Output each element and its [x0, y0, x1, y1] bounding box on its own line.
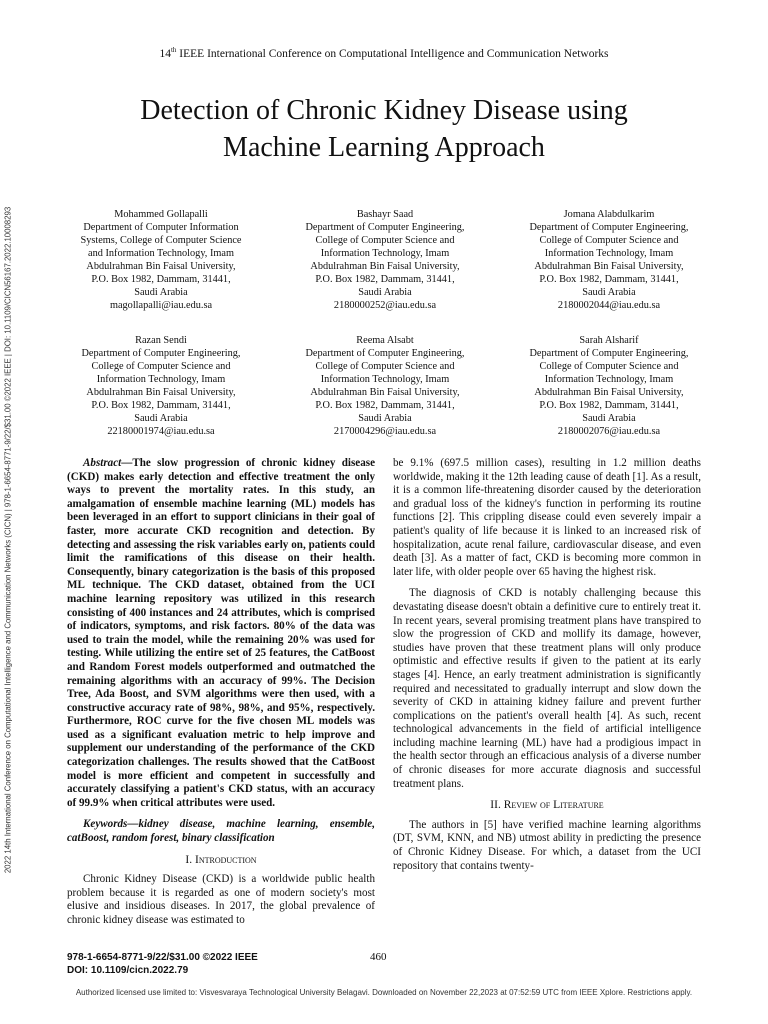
author-affiliation-line: Saudi Arabia: [582, 413, 636, 424]
author-name: Reema Alsabt: [356, 335, 414, 346]
author-email: 2170004296@iau.edu.sa: [333, 426, 437, 437]
right-column: [393, 457, 701, 881]
author-affiliation-line: Saudi Arabia: [358, 413, 412, 424]
author-affiliation: [66, 334, 256, 438]
author-affiliation-line: Saudi Arabia: [582, 287, 636, 298]
author-affiliation-line: Department of Computer Engineering,: [81, 348, 241, 359]
side-doi-strip: [1, 135, 15, 945]
author-affiliation: [290, 208, 480, 312]
conference-header: 14th IEEE International Conference on Computational Intelligence and Communication Networks: [159, 46, 609, 60]
author-affiliation-line: Abdulrahman Bin Faisal University,: [534, 387, 684, 398]
author-affiliation-line: Information Technology, Imam: [320, 374, 450, 385]
author-affiliation-line: P.O. Box 1982, Dammam, 31441,: [539, 274, 679, 285]
author-affiliation-line: P.O. Box 1982, Dammam, 31441,: [91, 400, 231, 411]
author-email: 2180000252@iau.edu.sa: [333, 300, 437, 311]
section-heading-introduction: I. Introduction: [185, 853, 257, 866]
author-affiliation-line: Department of Computer Engineering,: [529, 348, 689, 359]
body-paragraph: The diagnosis of CKD is notably challenging because this devastating disease doesn't obtain a definitive cure to entirely treat it. In recent years, several promising treatment plans have transpired to slow the progression of CKD and mollify its damage, however, studies have proven that these treatment plans will only produce optimistic and effective results if given to the patient at its early stages [4]. Hence, an early treatment administration is significantly required and necessitated to gradually interrupt and slow down the severity of CKD in attaining kidney failure and prevent further complications on the patient's overall health [4]. As such, recent technological advancements in the field of artificial intelligence including machine learning (ML) have had a prodigious impact in the health sector through an efficacious analysis of a diverse number of chronic diseases for more accurate diagnosis and successful treatment plans.: [393, 587, 701, 790]
author-name: Sarah Alsharif: [579, 335, 639, 346]
body-paragraph: be 9.1% (697.5 million cases), resulting in 1.2 million deaths worldwide, making it the 12th leading cause of death [1]. As a result, it is a common life-threatening disorder caused by the deterioration and gradual loss of the kidney's function in performing its routine functions [2]. This crippling disease could even severely impair a patient's quality of life because it is linked to an increased risk of hospitalization, acute renal failure, cardiovascular disease, and even death [3]. As a matter of fact, CKD is becoming more common in later life, with older people over 65 having the highest risk.: [393, 457, 701, 578]
author-affiliation-line: Abdulrahman Bin Faisal University,: [310, 387, 460, 398]
section-heading-literature: II. Review of Literature: [490, 799, 604, 812]
author-affiliation-line: Information Technology, Imam: [96, 374, 226, 385]
author-affiliation-line: Information Technology, Imam: [320, 248, 450, 259]
body-paragraph: The authors in [5] have verified machine learning algorithms (DT, SVM, KNN, and NB) utmost ability in predicting the presence of Chronic Kidney Disease. For which, a dataset from the UCI repository that contains twenty-: [393, 818, 701, 872]
author-affiliation: [514, 334, 704, 438]
authorized-notice: Authorized licensed use limited to: Visvesvaraya Technological University Belagavi. Downloaded on November 22,2023 at 07:52:59 UTC from IEEE Xplore. Restrictions apply.: [75, 988, 693, 997]
left-column: [67, 457, 375, 936]
author-affiliation-line: Saudi Arabia: [134, 413, 188, 424]
author-name: Bashayr Saad: [356, 209, 414, 220]
side-doi-text: 2022 14th International Conference on Computational Intelligence and Communication Networks (CICN) | 978-1-6654-8771-9/22/$31.00 ©2022 IEEE | DOI: 10.1109/CICN56167.2022.10008293: [3, 206, 13, 874]
author-name: Razan Sendi: [135, 335, 187, 346]
author-affiliation-line: College of Computer Science and: [315, 361, 455, 372]
abstract: Abstract—The slow progression of chronic kidney disease (CKD) makes early detection and effective treatment the only ways to prevent the mortality rates. In this study, an amalgamation of ensemble machine learning (ML) models has been leveraged in an effort to support clinicians in their goal of faster, more accurate CKD recognition and detection. By detecting and assessing the risk variables early on, patients could limit the ramifications of this disease on their health. Consequently, binary categorization is the basis of this proposed ML technique. The CKD dataset, obtained from the UCI machine learning repository was utilized in this research consisting of 400 instances and 24 attributes, which is comprised of indicators, symptoms, and risk factors. 80% of the data was used to train the model, while the remaining 20% was used for testing. While utilizing the entire set of 25 features, the CatBoost and Random Forest models outperformed and outmatched the remaining algorithms with an accuracy of 99%. The Decision Tree, Ada Boost, and SVM algorithms were then used, with a constructive accuracy rate of 98%, 98%, and 95%, respectively. Furthermore, ROC curve for the five chosen ML models was used as a significant evaluation metric to help improve and supplement our understanding of the performance of the CKD categorization challenges. The results showed that the CatBoost model is more efficient and competent in successfully and accurately classifying a patient's CKD status, with an accuracy of 99.9% when critical attributes were used.: [67, 457, 375, 809]
author-affiliation-line: Information Technology, Imam: [544, 374, 674, 385]
author-name: Mohammed Gollapalli: [114, 209, 208, 220]
author-affiliation-line: Systems, College of Computer Science: [80, 235, 242, 246]
author-affiliation-line: P.O. Box 1982, Dammam, 31441,: [91, 274, 231, 285]
author-affiliation-line: College of Computer Science and: [539, 235, 679, 246]
author-email: 2180002076@iau.edu.sa: [557, 426, 661, 437]
author-affiliation-line: College of Computer Science and: [315, 235, 455, 246]
author-affiliation-line: Department of Computer Engineering,: [305, 222, 465, 233]
author-affiliation: [66, 208, 256, 312]
author-affiliation-line: P.O. Box 1982, Dammam, 31441,: [539, 400, 679, 411]
author-affiliation-line: Department of Computer Engineering,: [305, 348, 465, 359]
paper-title: Detection of Chronic Kidney Disease using Machine Learning Approach: [140, 95, 628, 163]
author-affiliation-line: Saudi Arabia: [358, 287, 412, 298]
author-affiliation: [290, 334, 480, 438]
author-affiliation-line: P.O. Box 1982, Dammam, 31441,: [315, 274, 455, 285]
author-affiliation-line: Department of Computer Engineering,: [529, 222, 689, 233]
author-affiliation-line: Abdulrahman Bin Faisal University,: [86, 261, 236, 272]
author-affiliation-line: P.O. Box 1982, Dammam, 31441,: [315, 400, 455, 411]
keywords: Keywords—kidney disease, machine learning, ensemble, catBoost, random forest, binary classification: [67, 818, 375, 845]
footer-isbn: 978-1-6654-8771-9/22/$31.00 ©2022 IEEE DOI: 10.1109/cicn.2022.79: [67, 952, 258, 976]
author-affiliation: [514, 208, 704, 312]
author-email: 2180002044@iau.edu.sa: [557, 300, 661, 311]
page-number: 460: [370, 951, 387, 963]
author-affiliation-line: Saudi Arabia: [134, 287, 188, 298]
author-affiliation-line: Abdulrahman Bin Faisal University,: [534, 261, 684, 272]
author-name: Jomana Alabdulkarim: [563, 209, 655, 220]
author-affiliation-line: Abdulrahman Bin Faisal University,: [86, 387, 236, 398]
footer-doi: DOI: 10.1109/cicn.2022.79: [67, 965, 189, 976]
author-affiliation-line: College of Computer Science and: [91, 361, 231, 372]
author-affiliation-line: College of Computer Science and: [539, 361, 679, 372]
author-email: magollapalli@iau.edu.sa: [109, 300, 213, 311]
author-affiliation-line: Abdulrahman Bin Faisal University,: [310, 261, 460, 272]
intro-paragraph: Chronic Kidney Disease (CKD) is a worldwide public health problem because it is regarded as one of modern society's most elusive and insidious diseases. In 2017, the global prevalence of chronic kidney disease was estimated to: [67, 873, 375, 926]
author-email: 22180001974@iau.edu.sa: [107, 426, 215, 437]
author-affiliation-line: Information Technology, Imam: [544, 248, 674, 259]
author-affiliation-line: and Information Technology, Imam: [88, 248, 234, 259]
author-affiliation-line: Department of Computer Information: [83, 222, 239, 233]
